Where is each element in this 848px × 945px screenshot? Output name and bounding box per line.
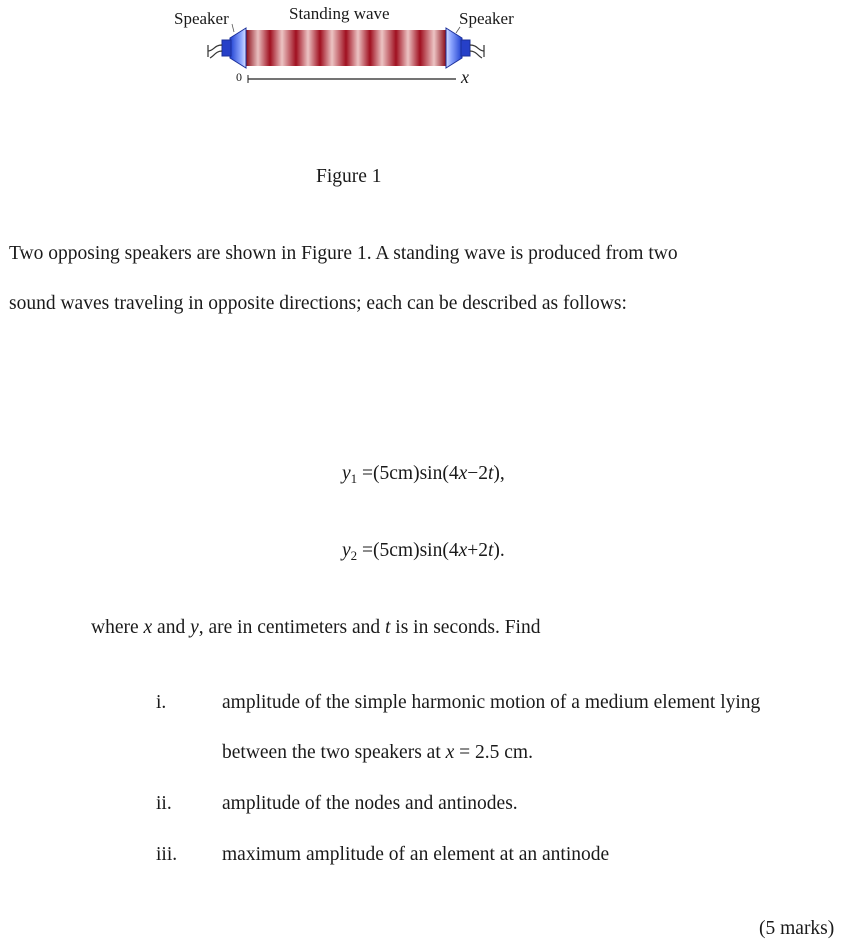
standing-wave-tube	[246, 30, 446, 66]
standing-wave-label: Standing wave	[289, 4, 390, 23]
marks-label: (5 marks)	[759, 918, 835, 939]
intro-line-1: Two opposing speakers are shown in Figure 1. A standing wave is produced from two	[9, 243, 678, 264]
right-speaker	[446, 28, 484, 68]
question-1-line-1: amplitude of the simple harmonic motion of a medium element lying	[222, 692, 761, 713]
figure-caption: Figure 1	[316, 166, 382, 187]
axis-x-label: x	[461, 67, 469, 87]
speaker-left-label: Speaker	[174, 9, 229, 28]
question-2-number: ii.	[156, 793, 172, 814]
question-1-number: i.	[156, 692, 167, 713]
axis-origin-label: 0	[236, 70, 242, 84]
where-line: where x and y, are in centimeters and t is in seconds. Find	[91, 617, 541, 638]
equation-y1: $y_1 =(5cm)\sin(4x-2t)$,	[342, 463, 505, 486]
x-axis	[248, 75, 456, 83]
question-1-line-2: between the two speakers at x = 2.5 cm.	[222, 742, 533, 763]
speaker-right-label: Speaker	[459, 9, 514, 28]
equation-y2: $y_2 =(5cm)\sin(4x+2t)$.	[342, 540, 505, 563]
question-2-text: amplitude of the nodes and antinodes.	[222, 793, 518, 814]
speaker-figure	[0, 0, 848, 110]
question-3-number: iii.	[156, 844, 178, 865]
left-speaker	[208, 28, 246, 68]
intro-line-2: sound waves traveling in opposite directions; each can be described as follows:	[9, 293, 627, 314]
question-3-text: maximum amplitude of an element at an antinode	[222, 844, 610, 865]
